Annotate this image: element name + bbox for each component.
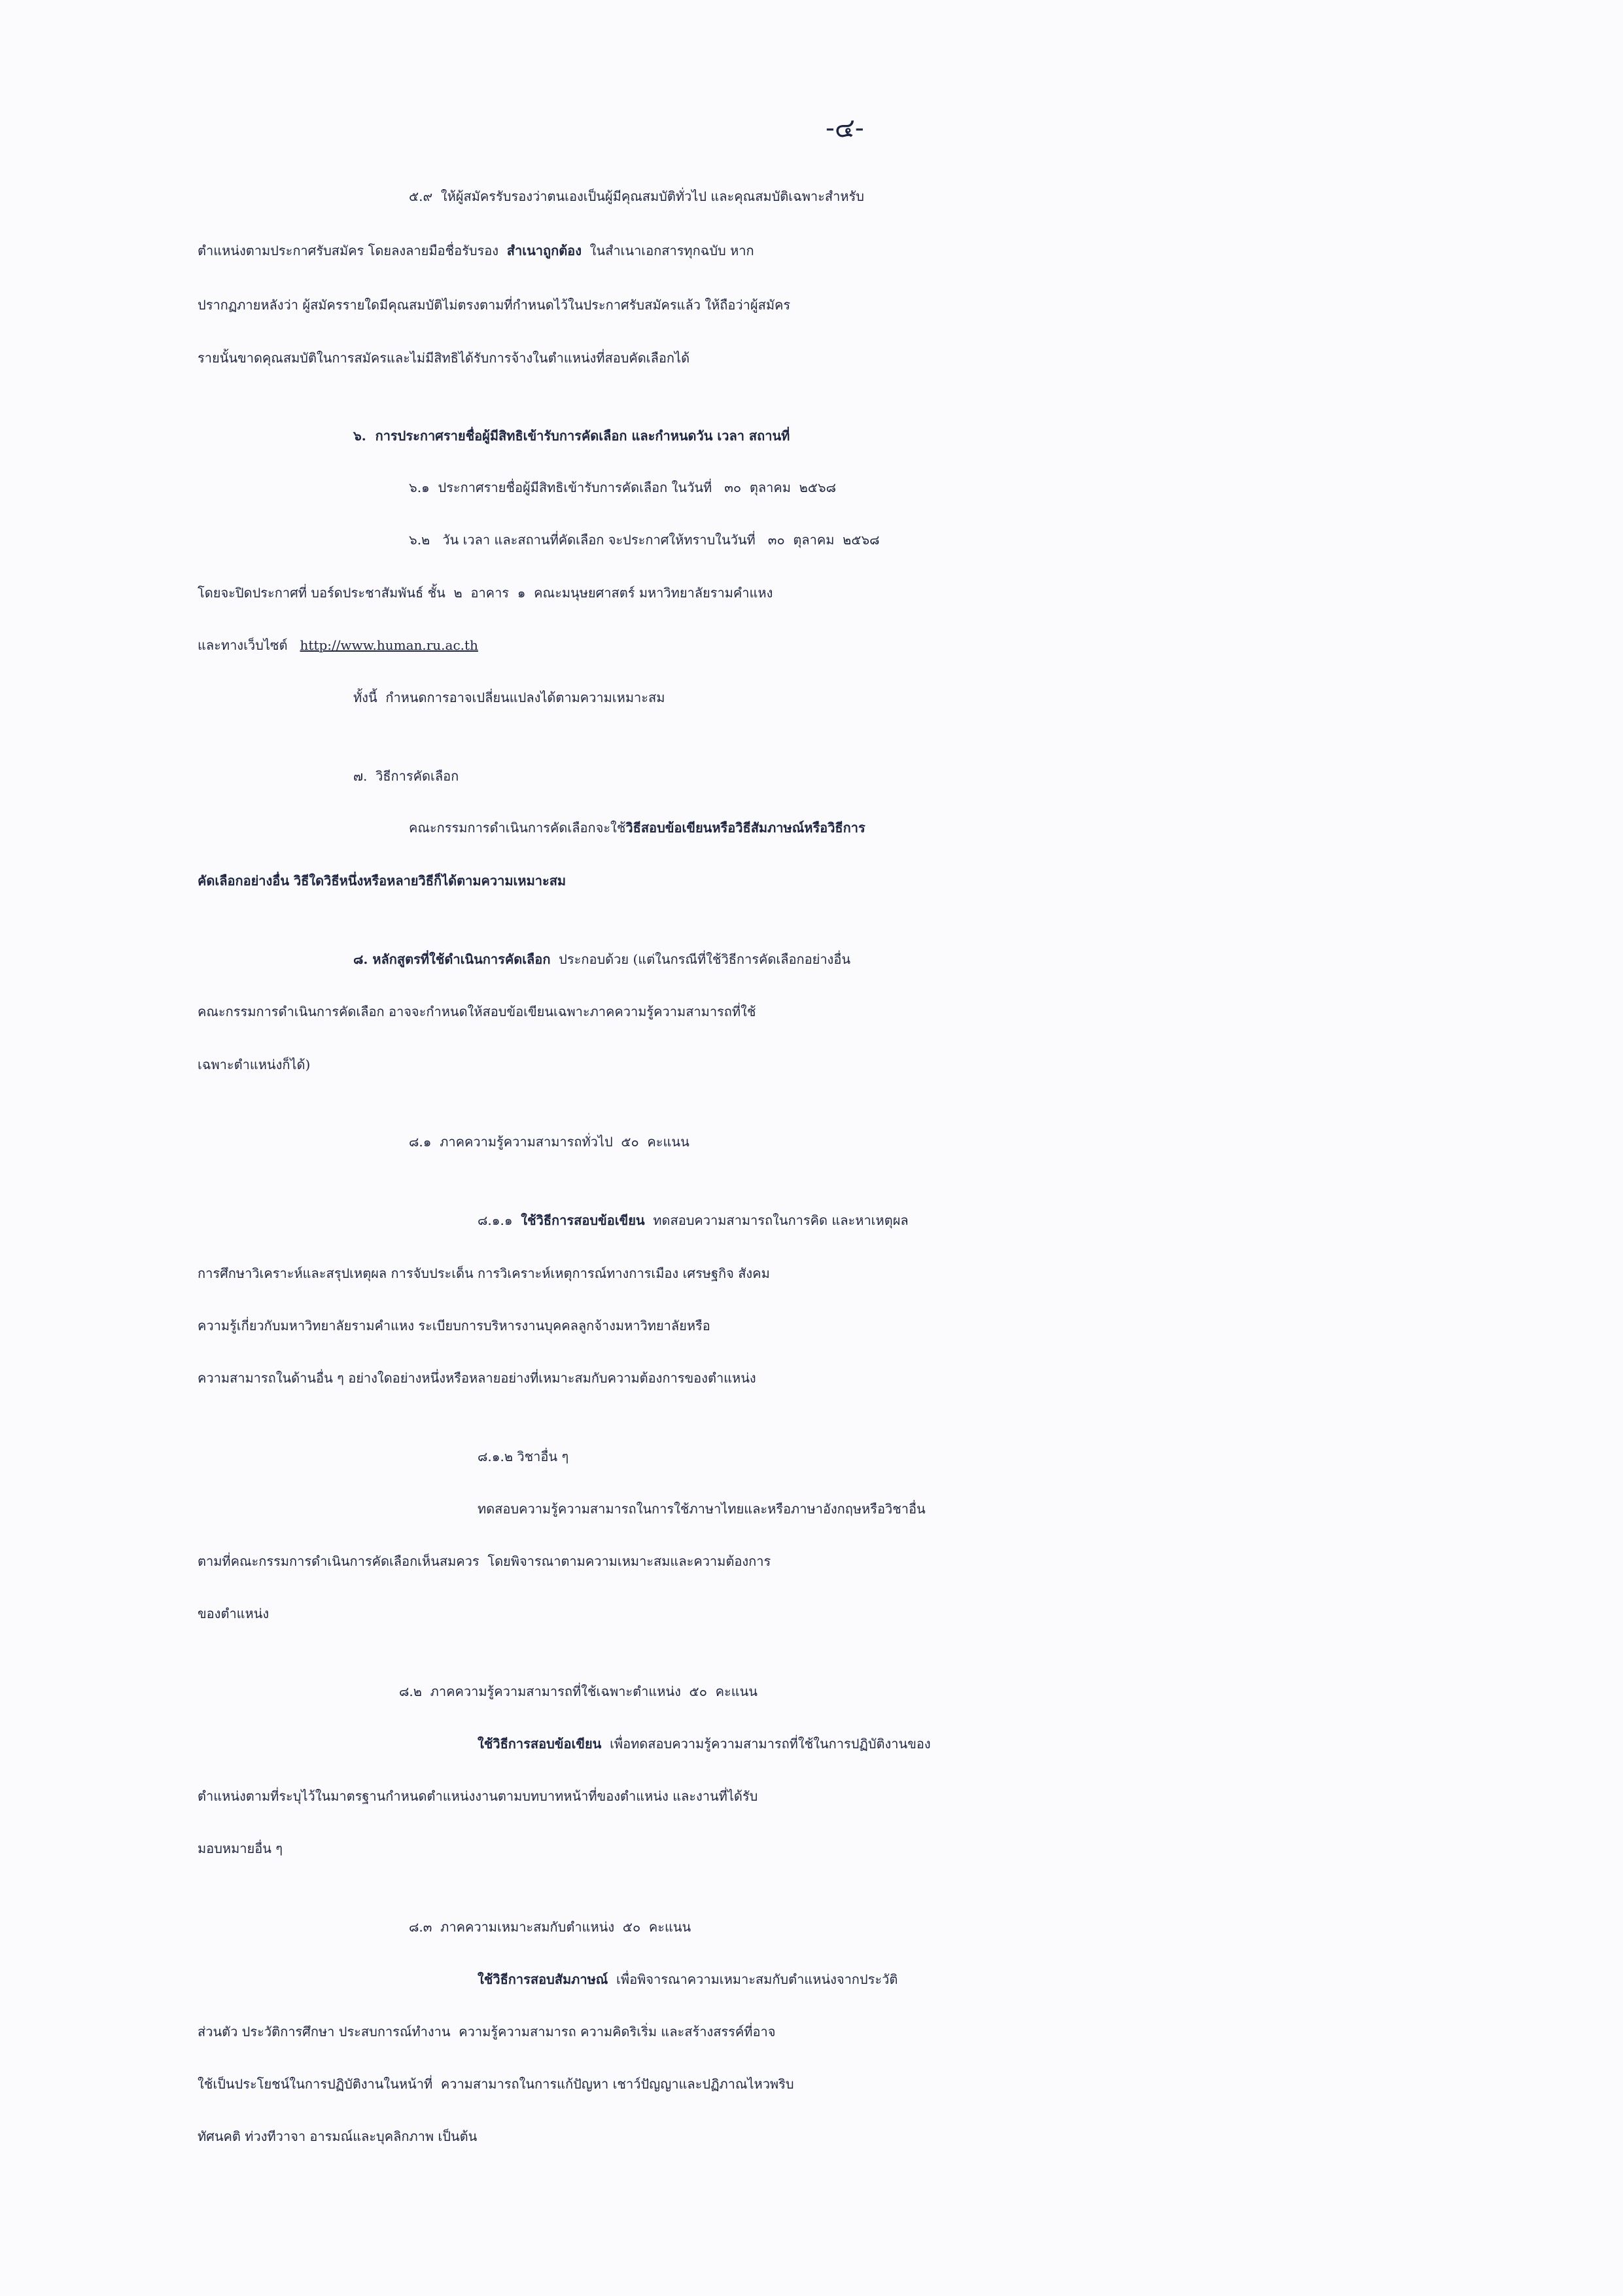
text-line <box>198 848 566 913</box>
text-line <box>198 1345 756 1411</box>
text-segment: ทั้งนี้ กำหนดการอาจเปลี่ยนแปลงได้ตามความเหมาะสม <box>353 690 665 705</box>
text-segment: คณะกรรมการดำเนินการคัดเลือกจะใช้ <box>409 820 626 836</box>
text-segment: ความสามารถในด้านอื่น ๆ อย่างใดอย่างหนึ่งหรือหลายอย่างที่เหมาะสมกับความต้องการของตำแหน่ง <box>198 1370 756 1386</box>
text-segment: ๘.๑ ภาคความรู้ความสามารถทั่วไป ๕๐ คะแนน <box>409 1134 689 1150</box>
text-line <box>198 1528 771 1594</box>
text-segment: ตำแหน่งตามประกาศรับสมัคร โดยลงลายมือชื่อรับรอง <box>198 243 507 258</box>
text-segment: โดยจะปิดประกาศที่ บอร์ดประชาสัมพันธ์ ชั้น ๒ อาคาร ๑ คณะมนุษยศาสตร์ มหาวิทยาลัยรามคำแหง <box>198 585 773 601</box>
text-segment: ตำแหน่งตามที่ระบุไว้ในมาตรฐานกำหนดตำแหน่งงานตามบทบาทหน้าที่ของตำแหน่ง และงานที่ได้รับ <box>198 1788 758 1804</box>
text-segment: เฉพาะตำแหน่งก็ได้) <box>198 1057 311 1072</box>
text-segment: ๘.๑.๑ <box>478 1212 521 1228</box>
bold-text: ใช้วิธีการสอบสัมภาษณ์ <box>478 1971 608 1987</box>
text-segment: ทัศนคติ ท่วงทีวาจา อารมณ์และบุคลิกภาพ เป็นต้น <box>198 2128 478 2144</box>
text-segment: รายนั้นขาดคุณสมบัติในการสมัครและไม่มีสิทธิได้รับการจ้างในตำแหน่งที่สอบคัดเลือกได้ <box>198 350 690 366</box>
text-segment: ๗. วิธีการคัดเลือก <box>353 768 459 784</box>
text-segment: ๕.๙ ให้ผู้สมัครรับรองว่าตนเองเป็นผู้มีคุณสมบัติทั่วไป และคุณสมบัติเฉพาะสำหรับ <box>409 188 864 204</box>
website-link[interactable]: http://www.human.ru.ac.th <box>300 637 478 653</box>
page-number: -๔- <box>826 112 864 143</box>
text-line <box>198 2104 477 2169</box>
text-segment: ปรากฏภายหลังว่า ผู้สมัครรายใดมีคุณสมบัติไม่ตรงตามที่กำหนดไว้ในประกาศรับสมัครแล้ว ให้ถือว่าผู้สมัคร <box>198 297 791 313</box>
text-segment: ประกอบด้วย (แต่ในกรณีที่ใช้วิธีการคัดเลือกอย่างอื่น <box>550 951 851 967</box>
text-segment: การศึกษาวิเคราะห์และสรุปเหตุผล การจับประเด็น การวิเคราะห์เหตุการณ์ทางการเมือง เศรษฐกิจ สังคม <box>198 1265 770 1281</box>
text-segment: ๖.๑ ประกาศรายชื่อผู้มีสิทธิเข้ารับการคัดเลือก ในวันที่ ๓๐ ตุลาคม ๒๕๖๘ <box>409 480 837 495</box>
text-segment: ในสำเนาเอกสารทุกฉบับ หาก <box>581 243 754 258</box>
text-segment: ๘.๓ ภาคความเหมาะสมกับตำแหน่ง ๕๐ คะแนน <box>409 1919 691 1935</box>
text-segment: มอบหมายอื่น ๆ <box>198 1841 283 1856</box>
bold-text: ๘. หลักสูตรที่ใช้ดำเนินการคัดเลือก <box>353 951 551 967</box>
bold-text: ใช้วิธีการสอบข้อเขียน <box>521 1212 645 1228</box>
text-segment: ทดสอบความรู้ความสามารถในการใช้ภาษาไทยและหรือภาษาอังกฤษหรือวิชาอื่น <box>478 1501 926 1517</box>
text-segment: ๘.๑.๒ วิชาอื่น ๆ <box>478 1449 569 1464</box>
bold-text: คัดเลือกอย่างอื่น วิธีใดวิธีหนึ่งหรือหลายวิธีก็ได้ตามความเหมาะสม <box>198 873 567 889</box>
text-line <box>198 1032 310 1097</box>
text-line <box>409 1109 689 1174</box>
text-segment: ของตำแหน่ง <box>198 1606 270 1621</box>
text-segment: ส่วนตัว ประวัติการศึกษา ประสบการณ์ทำงาน ความรู้ความสามารถ ความคิดริเริ่ม และสร้างสรรค์ที่อาจ <box>198 2024 776 2040</box>
text-line <box>198 325 689 391</box>
text-segment: คณะกรรมการดำเนินการคัดเลือก อาจจะกำหนดให้สอบข้อเขียนเฉพาะภาคความรู้ความสามารถที่ใช้ <box>198 1004 756 1019</box>
text-segment: ตามที่คณะกรรมการดำเนินการคัดเลือกเห็นสมควร โดยพิจารณาตามความเหมาะสมและความต้องการ <box>198 1553 771 1569</box>
bold-text: วิธีสอบข้อเขียนหรือวิธีสัมภาษณ์หรือวิธีการ <box>625 820 865 836</box>
text-segment: ๘.๒ ภาคความรู้ความสามารถที่ใช้เฉพาะตำแหน่ง ๕๐ คะแนน <box>399 1684 758 1699</box>
text-segment: ๖.๒ วัน เวลา และสถานที่คัดเลือก จะประกาศให้ทราบในวันที่ ๓๐ ตุลาคม ๒๕๖๘ <box>409 532 880 548</box>
text-segment: และทางเว็บไซต์ <box>198 637 300 653</box>
bold-text: สำเนาถูกต้อง <box>506 243 582 258</box>
text-line <box>198 1581 269 1646</box>
bold-text: ใช้วิธีการสอบข้อเขียน <box>478 1736 602 1752</box>
text-segment: เพื่อทดสอบความรู้ความสามารถที่ใช้ในการปฏิบัติงานของ <box>601 1736 931 1752</box>
text-segment: ใช้เป็นประโยชน์ในการปฏิบัติงานในหน้าที่ ความสามารถในการแก้ปัญหา เชาว์ปัญญาและปฏิภาณไหวพริบ <box>198 2076 794 2092</box>
text-line <box>353 665 665 730</box>
text-segment: ทดสอบความสามารถในการคิด และหาเหตุผล <box>644 1212 909 1228</box>
text-segment: ความรู้เกี่ยวกับมหาวิทยาลัยรามคำแหง ระเบียบการบริหารงานบุคคลลูกจ้างมหาวิทยาลัยหรือ <box>198 1318 710 1333</box>
bold-text: ๖. การประกาศรายชื่อผู้มีสิทธิเข้ารับการคัดเลือก และกำหนดวัน เวลา สถานที่ <box>353 428 790 444</box>
text-segment: เพื่อพิจารณาความเหมาะสมกับตำแหน่งจากประวัติ <box>608 1971 898 1987</box>
text-line <box>198 1816 283 1881</box>
